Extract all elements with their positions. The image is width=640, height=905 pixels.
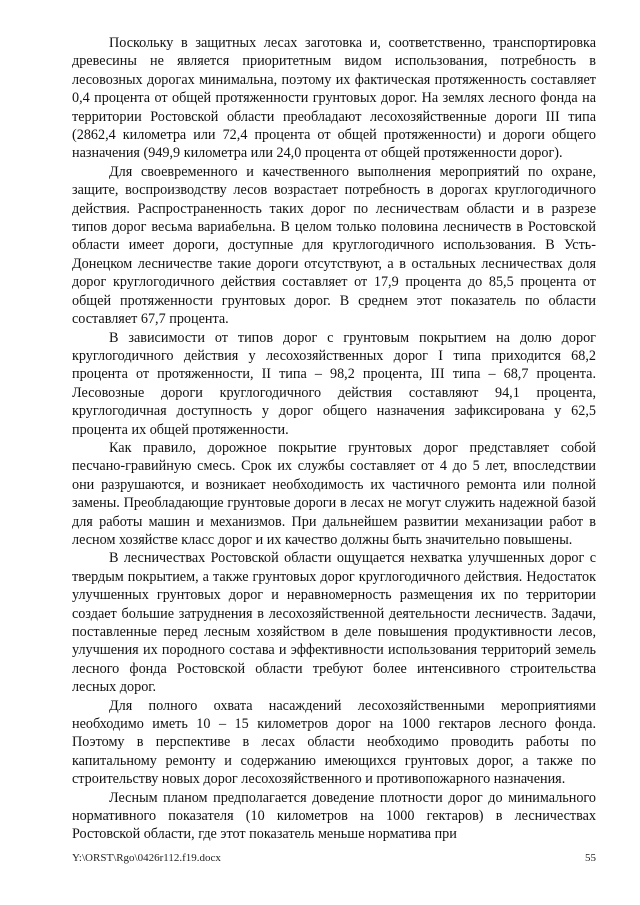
paragraph: Для своевременного и качественного выполнения мероприятий по охране, защите, воспроизводству лесов возрастает потребность в дорогах круглогодичного действия. Распространенность таких дорог по лесничествам области и в разрезе типов дорог весьма вариабельна. В целом только половина лесничеств в Ростовской области имеет дороги, доступные для круглогодичного использования. В Усть-Донецком лесничестве такие дороги отсутствуют, а в остальных лесничествах доля дорог круглогодичного действия составляет от 17,9 процента до 85,5 процента от общей протяженности грунтовых дорог. В среднем этот показатель по области составляет 67,7 процента. bbox=[72, 163, 596, 328]
document-body bbox=[72, 34, 596, 844]
page-footer bbox=[72, 852, 596, 864]
paragraph: Для полного охвата насаждений лесохозяйственными мероприятиями необходимо иметь 10 – 15 километров дорог на 1000 гектаров лесного фонда. Поэтому в перспективе в лесах области необходимо проводить работы по капитальному ремонту и содержанию имеющихся грунтовых дорог, а также по строительству новых дорог лесохозяйственного и противопожарного назначения. bbox=[72, 697, 596, 788]
paragraph: Как правило, дорожное покрытие грунтовых дорог представляет собой песчано-гравийную смесь. Срок их службы составляет от 4 до 5 лет, впоследствии они разрушаются, и возникает необходимость их частичного ремонта или полной замены. Преобладающие грунтовые дороги в лесах не могут служить надежной базой для работы машин и механизмов. При дальнейшем развитии механизации работ в лесном хозяйстве класс дорог и их качество должны быть значительно повышены. bbox=[72, 439, 596, 548]
paragraph: В зависимости от типов дорог с грунтовым покрытием на долю дорог круглогодичного действия у лесохозяйственных дорог I типа приходится 68,2 процента от протяженности, II типа – 98,2 процента, III типа – 68,7 процента. Лесовозные дороги круглогодичного действия составляют 94,1 процента, круглогодичная доступность у дорог общего назначения зафиксирована у 62,5 процента их общей протяженности. bbox=[72, 329, 596, 438]
paragraph: Поскольку в защитных лесах заготовка и, соответственно, транспортировка древесины не является приоритетным видом использования, потребность в лесовозных дорогах минимальна, поэтому их фактическая протяженность составляет 0,4 процента от общей протяженности грунтовых дорог. На землях лесного фонда на территории Ростовской области преобладают лесохозяйственные дороги III типа (2862,4 километра или 72,4 процента от общей протяженности) и дороги общего назначения (949,9 километра или 24,0 процента от общей протяженности дорог). bbox=[72, 35, 596, 162]
file-path: Y:\ORST\Rgo\0426r112.f19.docx bbox=[72, 852, 221, 864]
page-number: 55 bbox=[585, 852, 596, 864]
paragraph: В лесничествах Ростовской области ощущается нехватка улучшенных дорог с твердым покрытием, а также грунтовых дорог круглогодичного действия. Недостаток улучшенных грунтовых дорог и неравномерность размещения их по территории создает большие затруднения в лесохозяйственной деятельности лесничеств. Задачи, поставленные перед лесным хозяйством в деле повышения продуктивности лесов, улучшения их породного состава и эффективности использования территорий земель лесного фонда Ростовской области требуют более интенсивного строительства лесных дорог. bbox=[72, 550, 596, 696]
paragraph: Лесным планом предполагается доведение плотности дорог до минимального нормативного показателя (10 километров на 1000 гектаров) в лесничествах Ростовской области, где этот показатель меньше норматива при bbox=[72, 789, 596, 843]
